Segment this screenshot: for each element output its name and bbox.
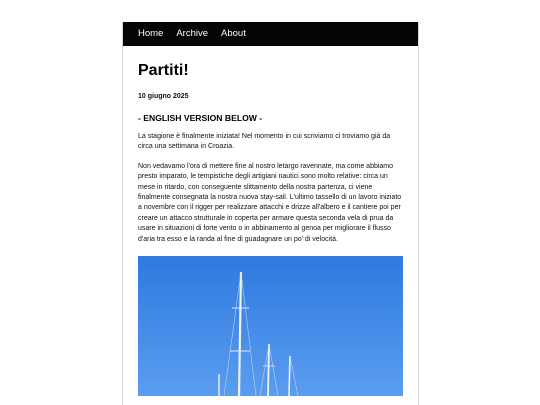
post-paragraph: Non vedavamo l'ora di mettere fine al nostro letargo ravennate, ma come abbiamo presto imparato, le tempistiche degli artigiani nautici sono molto relative: circa un mese in ritardo, con conseguente slittamento della nostra partenza, ci viene finalmente consegnata la nostra nuova stay-sail. L'ultimo tassello di un lavoro iniziato a novembre con il rigger per realizzare attacchi e drizze all'albero e il cantiere poi per creare un attacco strutturale in coperta per armare questa seconda vela di prua da usare in situazioni di forte vento o in abbinamento al genoa per migliorare il flusso d'aria tra esso e la randa al fine di guadagnare un po' di velocità. (138, 162, 402, 243)
nav-link-archive[interactable]: Archive (176, 28, 209, 39)
top-navbar (123, 22, 418, 46)
post-date: 10 giugno 2025 (138, 93, 189, 100)
mast (289, 356, 290, 396)
post-title: Partiti! (138, 62, 189, 79)
nav-link-home[interactable]: Home (138, 28, 164, 39)
post-subheading: - ENGLISH VERSION BELOW - (138, 113, 263, 123)
post-paragraph: La stagione è finalmente iniziata! Nel momento in cui scriviamo ci troviamo già da circa una settimana in Croazia. (138, 133, 391, 151)
blog-page (122, 22, 419, 405)
sailboat-masts-photo (138, 256, 403, 396)
mast (268, 344, 269, 396)
sky-background (138, 256, 403, 396)
blog-post (123, 61, 418, 396)
nav-link-about[interactable]: About (221, 28, 246, 39)
